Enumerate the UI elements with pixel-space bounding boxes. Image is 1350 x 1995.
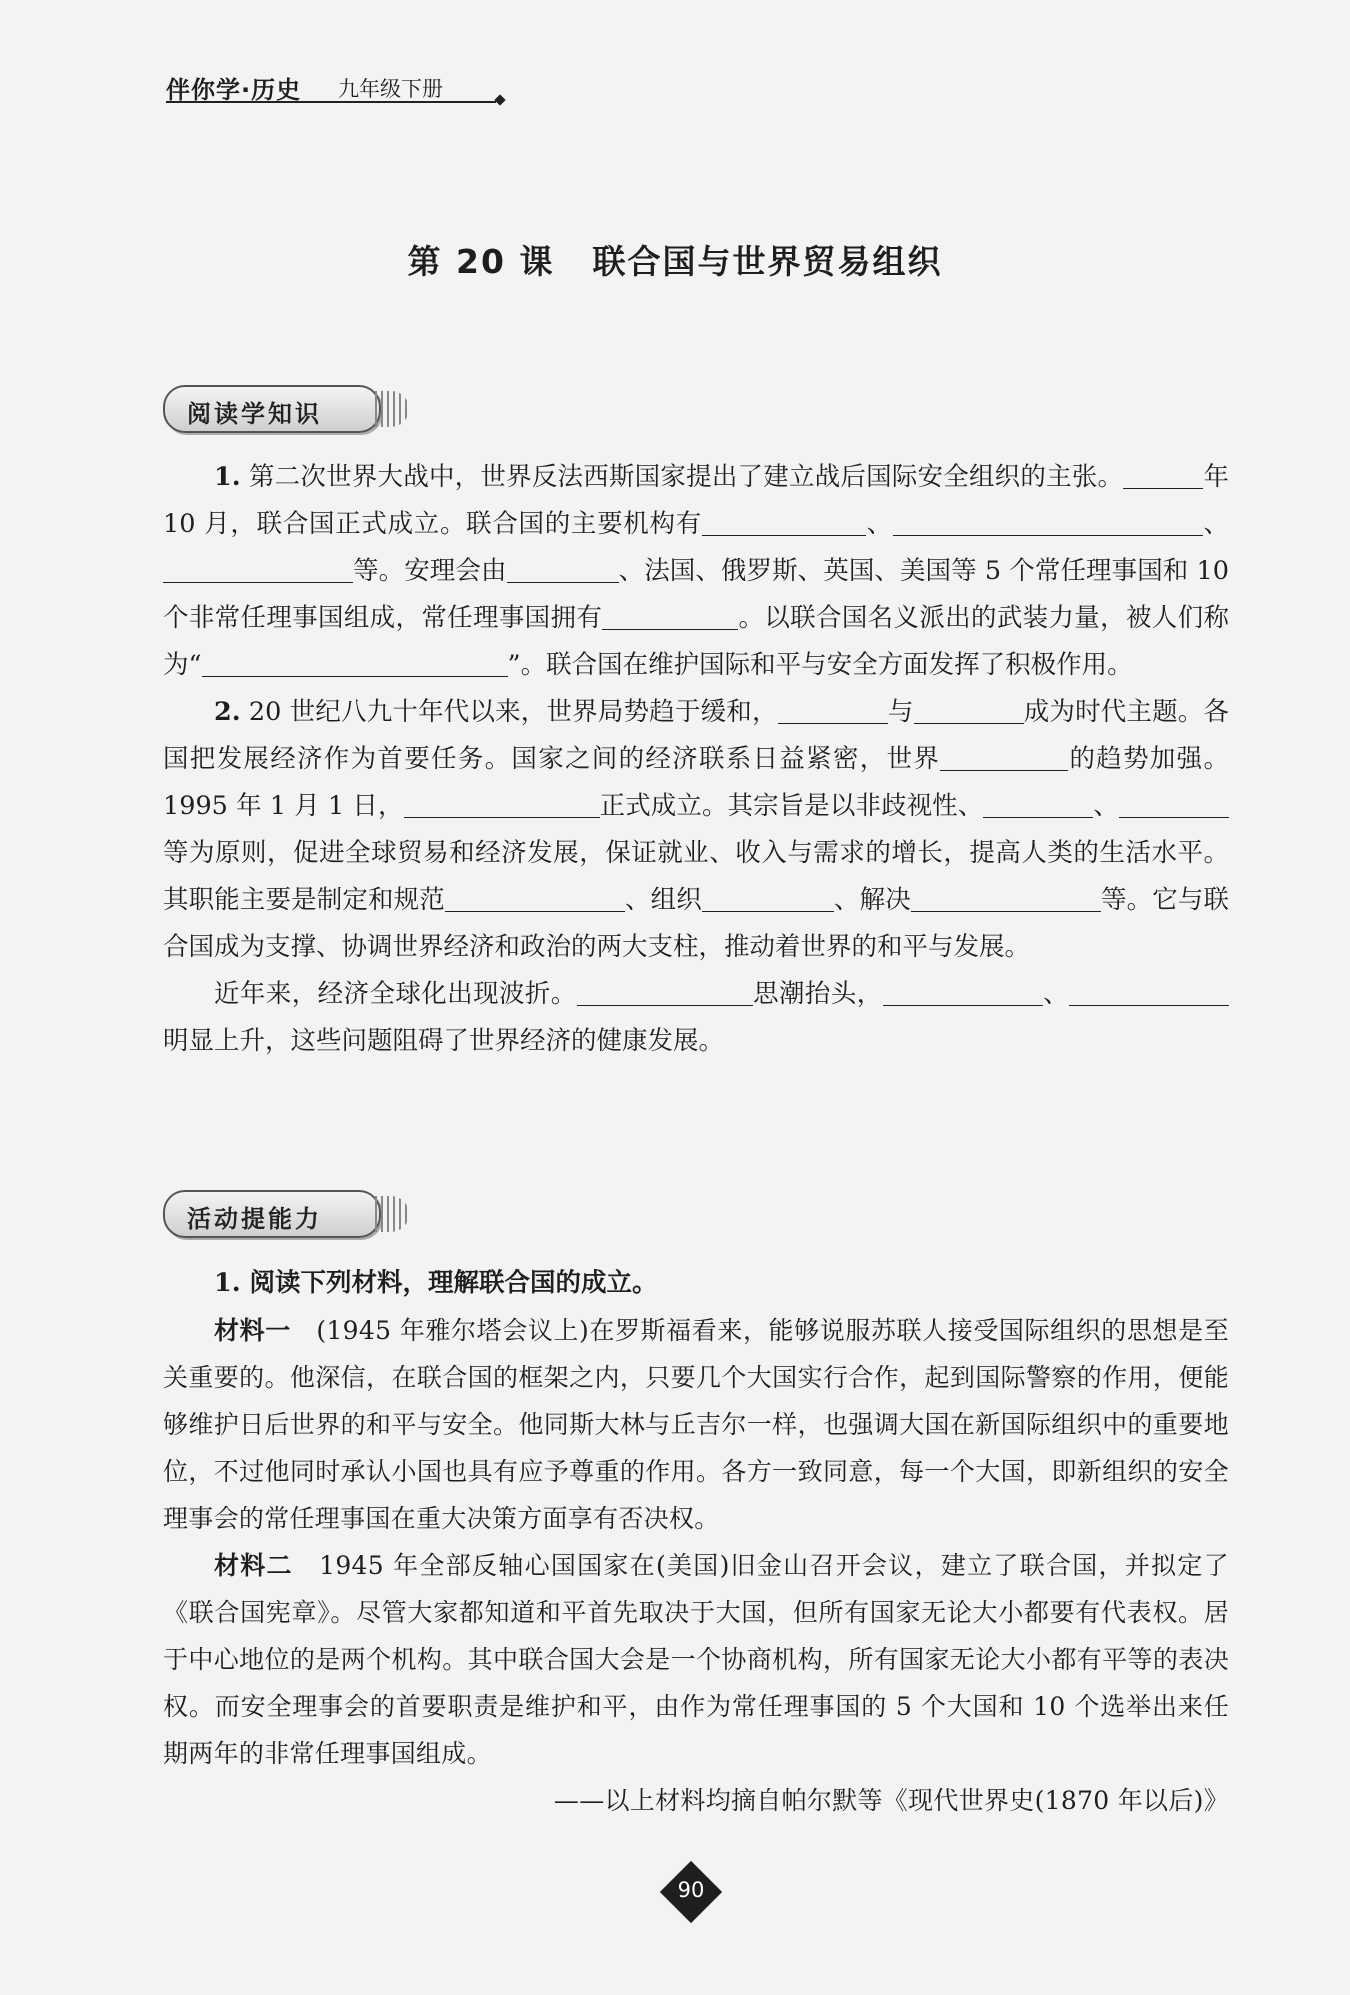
fill-blank[interactable] [914, 695, 1024, 724]
fill-blank[interactable] [893, 507, 1093, 536]
activity-section [163, 1260, 1229, 1824]
fill-blank[interactable] [1069, 977, 1229, 1006]
lesson-number: 第 20 课 [407, 242, 555, 281]
question-text: 近年来，经济全球化出现波折。 [214, 979, 577, 1009]
question-number: 1. [214, 462, 241, 492]
question-text: 正式成立。其宗旨是以非歧视性、 [599, 791, 984, 821]
question-text: 等。安理会由 [353, 556, 507, 586]
section-badge-read [163, 385, 381, 433]
fill-blank[interactable] [507, 554, 619, 583]
question-text: 、解决 [833, 885, 911, 915]
material-1 [163, 1307, 1229, 1542]
fill-blank[interactable] [404, 789, 600, 818]
question-1 [163, 454, 1229, 689]
fill-blank[interactable] [202, 648, 508, 677]
question-text: 、 [865, 509, 893, 539]
badge-stripes [375, 1196, 409, 1232]
fill-blank[interactable] [883, 977, 1043, 1006]
section-label-read: 阅读学知识 [187, 400, 322, 428]
running-header [166, 70, 506, 104]
question-text: 、 [1042, 979, 1069, 1009]
question-text: 。以联合国名义派出的武装力量，被人们称为“ [163, 603, 1229, 680]
fill-blank[interactable] [702, 883, 834, 912]
question-text: 与 [887, 697, 914, 727]
question-text: 、 [1202, 509, 1229, 539]
fill-blank[interactable] [577, 977, 753, 1006]
material-source: ——以上材料均摘自帕尔默等《现代世界史(1870 年以后)》 [553, 1786, 1229, 1815]
question-text: 等为原则，促进全球贸易和经济发展，保证就业、收入与需求的增长，提高人类的生活水平。其职能主要是制定和规范 [163, 838, 1229, 915]
fill-blank[interactable] [163, 554, 353, 583]
fill-blank[interactable] [940, 742, 1068, 771]
fill-blank[interactable] [602, 601, 738, 630]
material-text: 1945 年全部反轴心国国家在(美国)旧金山召开会议，建立了联合国，并拟定了《联合国宪章》。尽管大家都知道和平首先取决于大国，但所有国家无论大小都要有代表权。居于中心地位的是两个机构。其中联合国大会是一个协商机构，所有国家无论大小都有平等的表决权。而安全理事会的首要职责是维护和平，由作为常任理事国的 5 个大国和 10 个选举出来任期两年的非常任理事国组成。 [163, 1551, 1229, 1768]
question-text: 的趋势加强。1995 年 1 月 1 日， [163, 744, 1229, 821]
question-text: 20 世纪八九十年代以来，世界局势趋于缓和， [248, 697, 778, 727]
fill-blank[interactable] [445, 883, 625, 912]
question-text: 年 10 月，联合国正式成立。联合国的主要机构有 [163, 462, 1229, 539]
badge-stripes [375, 391, 409, 427]
question-text: 成为时代主题。各国把发展经济作为首要任务。国家之间的经济联系日益紧密，世界 [163, 697, 1229, 774]
question-text: ”。联合国在维护国际和平与安全方面发挥了积极作用。 [507, 650, 1133, 680]
fill-blank[interactable] [1093, 507, 1203, 536]
series-title: 伴你学·历史 [166, 76, 302, 104]
fill-blank[interactable] [702, 507, 866, 536]
header-rule [166, 101, 496, 103]
section-label-activity: 活动提能力 [187, 1205, 322, 1233]
question-text: 明显上升，这些问题阻碍了世界经济的健康发展。 [163, 1026, 725, 1056]
question-text: 、法国、俄罗斯、英国、美国等 5 个常任理事国和 10 个非常任理事国组成，常任理事国拥有 [163, 556, 1229, 633]
question-text: 等。它与联合国成为支撑、协调世界经济和政治的两大支柱，推动着世界的和平与发展。 [163, 885, 1229, 962]
question-text: 、组织 [624, 885, 702, 915]
fill-blank[interactable] [1119, 789, 1229, 818]
material-label: 材料二 [214, 1551, 293, 1580]
question-text: 第二次世界大战中，世界反法西斯国家提出了建立战后国际安全组织的主张。 [248, 462, 1124, 492]
fill-blank[interactable] [1123, 460, 1203, 489]
lesson-name: 联合国与世界贸易组织 [592, 242, 943, 281]
material-2 [163, 1542, 1229, 1777]
question-number: 2. [214, 697, 241, 727]
fill-blank[interactable] [778, 695, 888, 724]
reading-section [163, 454, 1229, 1065]
section-badge-activity [163, 1190, 381, 1238]
lesson-title [0, 236, 1350, 283]
question-text: 思潮抬头， [752, 979, 883, 1009]
question-text: 、 [1093, 791, 1119, 821]
grade-label: 九年级下册 [338, 77, 443, 101]
page-number: 90 [677, 1878, 705, 1902]
question-2 [163, 689, 1229, 971]
fill-blank[interactable] [983, 789, 1093, 818]
material-text: (1945 年雅尔塔会议上)在罗斯福看来，能够说服苏联人接受国际组织的思想是至关重要的。他深信，在联合国的框架之内，只要几个大国实行合作，起到国际警察的作用，便能够维护日后世界的和平与安全。他同斯大林与丘吉尔一样，也强调大国在新国际组织中的重要地位，不过他同时承认小国也具有应予尊重的作用。各方一致同意，每一个大国，即新组织的安全理事会的常任理事国在重大决策方面享有否决权。 [163, 1316, 1229, 1533]
question-3 [163, 971, 1229, 1065]
activity-question-1: 1. 阅读下列材料，理解联合国的成立。 [214, 1268, 658, 1298]
material-label: 材料一 [214, 1316, 291, 1345]
fill-blank[interactable] [911, 883, 1101, 912]
